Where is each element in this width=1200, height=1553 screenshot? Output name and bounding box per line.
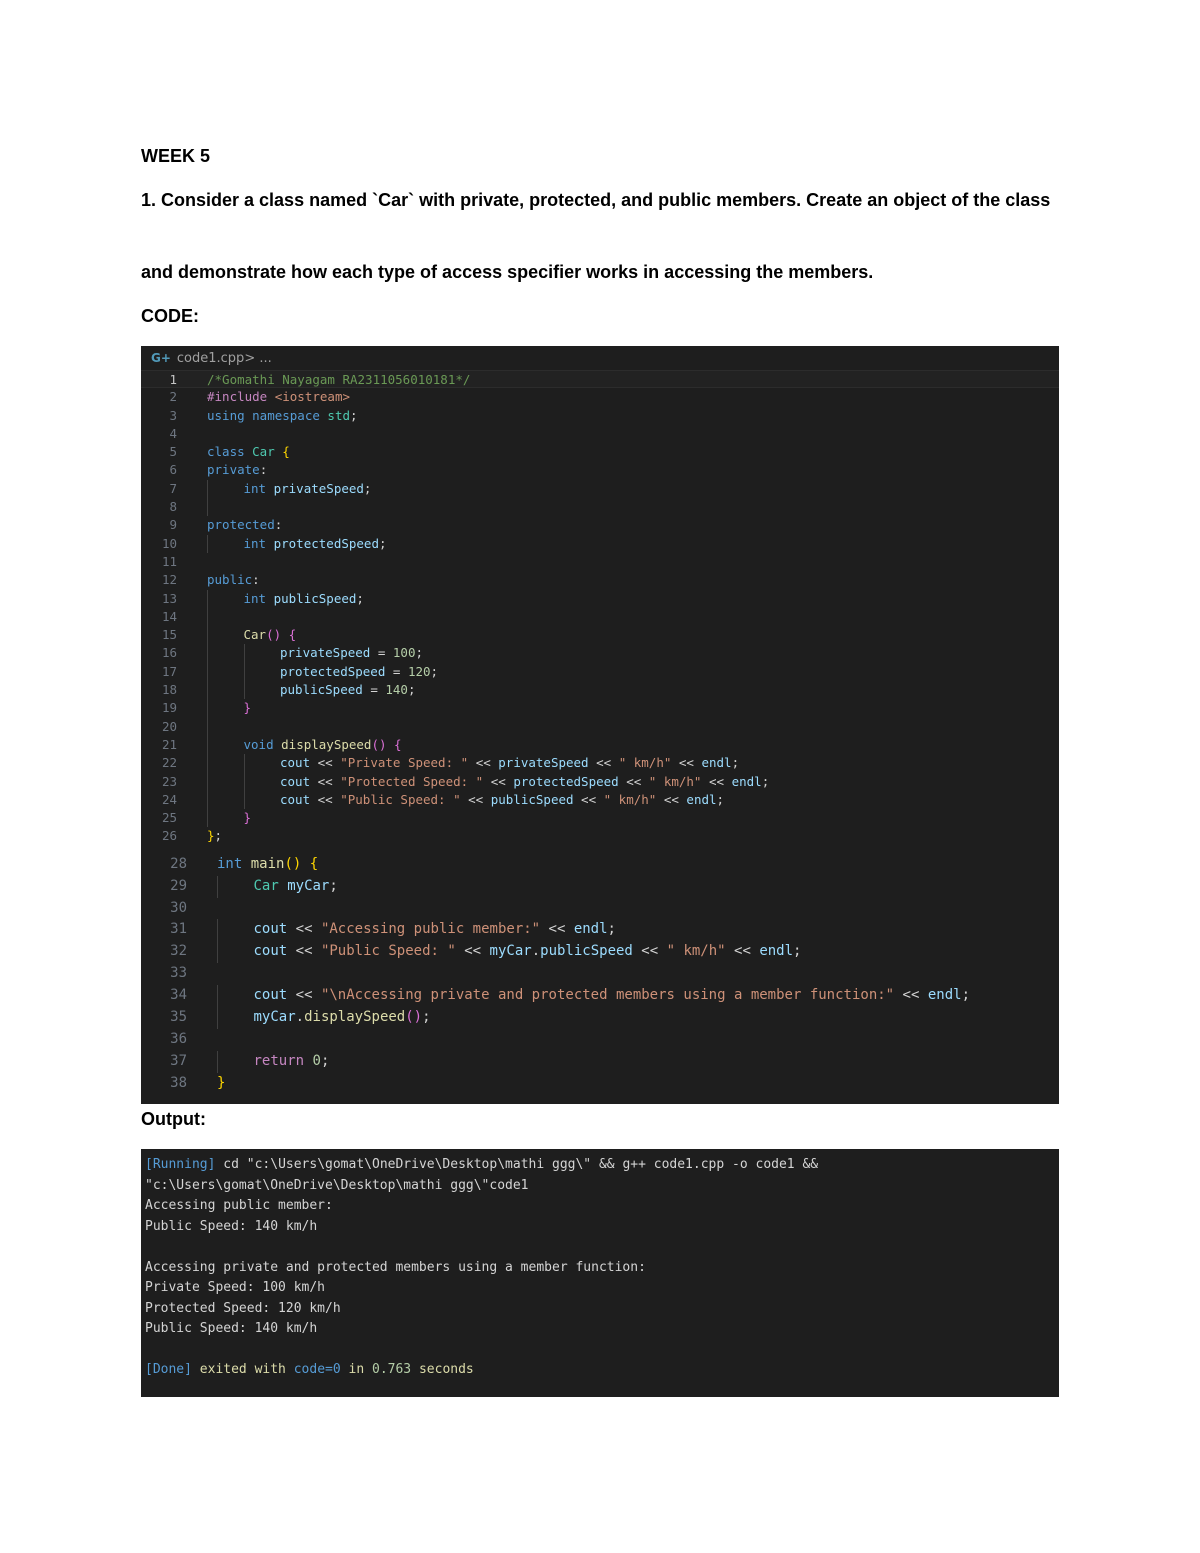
line-number: 20: [161, 718, 177, 734]
code-token: <<: [596, 755, 619, 771]
code-token: protectedSpeed: [280, 663, 393, 679]
code-text: [254, 985, 971, 1007]
line-number: 24: [161, 791, 177, 807]
code-token: 0: [312, 1052, 321, 1069]
code-line: [141, 985, 1059, 1007]
code-line: [141, 736, 1059, 754]
code-token: cout: [280, 791, 318, 807]
code-token: <<: [548, 921, 574, 938]
code-token: <<: [581, 791, 604, 807]
line-number: 6: [169, 462, 177, 478]
line-number: 13: [161, 590, 177, 606]
code-line: [141, 941, 1059, 963]
code-token: <<: [490, 773, 514, 789]
line-number: 15: [161, 627, 177, 643]
code-token: :: [274, 517, 283, 533]
code-token: {: [288, 627, 297, 643]
code-token: void: [243, 736, 282, 752]
code-token: =: [377, 645, 393, 661]
indent-guide: [244, 681, 281, 699]
code-text: [244, 535, 387, 553]
code-token: .: [295, 1008, 305, 1025]
code-token: ;: [422, 1008, 431, 1025]
output-line: [145, 1176, 1059, 1197]
code-text: [244, 590, 364, 608]
output-segment: seconds: [411, 1362, 474, 1377]
indent-guide: [207, 590, 244, 608]
code-token: <<: [317, 773, 341, 789]
output-line: [145, 1319, 1059, 1340]
code-token: <iostream>: [274, 389, 350, 405]
output-segment: Accessing private and protected members using a member function:: [145, 1259, 646, 1275]
code-line: [141, 443, 1059, 461]
code-token: myCar: [489, 943, 532, 960]
line-number: 31: [170, 921, 187, 938]
line-number: 19: [161, 700, 177, 716]
output-segment: [Running]: [145, 1157, 216, 1172]
code-token: privateSpeed: [498, 755, 597, 771]
code-text: [244, 480, 372, 498]
code-token: endl: [701, 755, 732, 771]
code-token: }: [207, 828, 215, 844]
code-line: [141, 963, 1059, 985]
output-segment: Public Speed: 140 km/h: [145, 1218, 318, 1234]
code-token: (): [405, 1008, 423, 1025]
code-token: protectedSpeed: [273, 535, 379, 551]
code-token: "\nAccessing private and protected members using a member function:": [320, 987, 903, 1004]
code-token: using namespace: [207, 407, 328, 423]
line-number: 30: [170, 899, 187, 916]
code-line: [141, 773, 1059, 791]
line-number: 1: [169, 372, 177, 387]
code-token: <<: [317, 755, 341, 771]
code-token: ;: [731, 755, 740, 771]
code-token: ;: [430, 663, 439, 679]
code-block-top: [141, 370, 1059, 846]
code-text: [280, 754, 739, 772]
indent-guide: [217, 941, 254, 963]
indent-guide: [207, 663, 244, 681]
code-token: " km/h": [666, 943, 735, 960]
code-heading: CODE:: [141, 306, 199, 326]
line-number: 38: [170, 1074, 187, 1091]
code-token: <<: [295, 987, 321, 1004]
code-token: ;: [363, 480, 372, 496]
code-text: [207, 461, 267, 479]
code-token: <<: [902, 987, 928, 1004]
code-token: <<: [663, 791, 687, 807]
code-text: [254, 876, 338, 898]
output-line: [145, 1278, 1059, 1299]
code-line: [141, 718, 1059, 736]
code-token: Car: [252, 444, 283, 460]
output-segment: Private Speed: 100 km/h: [145, 1280, 326, 1295]
code-line: [141, 1073, 1059, 1095]
code-line: [141, 407, 1059, 425]
code-token: "Public Speed: ": [320, 943, 465, 960]
code-line: [141, 608, 1059, 626]
line-number: 28: [170, 855, 187, 872]
output-line: [145, 1196, 1059, 1217]
code-token: publicSpeed: [490, 791, 582, 807]
line-number: 12: [161, 572, 177, 588]
code-token: (): [266, 627, 289, 643]
breadcrumb-rest: > ...: [244, 350, 272, 366]
code-text: [207, 407, 358, 425]
code-token: ;: [761, 773, 770, 789]
code-token: privateSpeed: [280, 645, 378, 661]
line-number: 37: [170, 1052, 187, 1069]
line-number: 2: [169, 389, 177, 405]
code-line: [141, 480, 1059, 498]
question-text-line-2: and demonstrate how each type of access specifier works in accessing the members.: [141, 262, 874, 282]
code-token: return: [253, 1052, 313, 1069]
code-text: [244, 809, 252, 827]
indent-guide: [207, 644, 244, 662]
code-token: cout: [280, 755, 318, 771]
code-text: [244, 699, 252, 717]
output-line: [145, 1360, 1059, 1381]
code-token: "Public Speed: ": [340, 791, 469, 807]
indent-guide: [207, 754, 244, 772]
output-line: [145, 1340, 1059, 1361]
code-token: <<: [678, 755, 702, 771]
code-line: [141, 919, 1059, 941]
code-line: [141, 854, 1059, 876]
code-token: publicSpeed: [280, 682, 371, 698]
output-segment: 0.763: [372, 1362, 412, 1377]
code-token: <<: [464, 943, 490, 960]
code-token: ;: [607, 921, 616, 938]
code-token: "Private Speed: ": [340, 755, 476, 771]
code-token: cout: [280, 773, 318, 789]
code-token: myCar: [253, 1008, 296, 1025]
code-token: ;: [350, 407, 358, 423]
output-heading: Output:: [141, 1109, 206, 1129]
code-text: [254, 941, 802, 963]
code-token: 140: [385, 682, 408, 698]
code-token: std: [327, 407, 350, 423]
code-line: [141, 370, 1059, 388]
code-token: endl: [731, 773, 762, 789]
indent-guide: [244, 663, 281, 681]
indent-guide: [217, 919, 254, 941]
code-line: [141, 827, 1059, 845]
indent-guide: [217, 985, 254, 1007]
code-text: [254, 1051, 330, 1073]
code-token: protectedSpeed: [513, 773, 627, 789]
indent-guide: [207, 736, 244, 754]
output-segment: cd "c:\Users\gomat\OneDrive\Desktop\mathi ggg\" && g++ code1.cpp -o code1 &&: [215, 1157, 819, 1172]
code-line: [141, 553, 1059, 571]
code-token: displaySpeed: [281, 736, 372, 752]
line-number: 26: [161, 828, 177, 844]
code-token: }: [243, 810, 252, 826]
code-token: <<: [295, 943, 321, 960]
code-line: [141, 809, 1059, 827]
code-token: Car: [253, 877, 288, 894]
code-token: endl: [759, 943, 794, 960]
code-token: ;: [716, 791, 725, 807]
code-token: publicSpeed: [540, 943, 642, 960]
code-line: [141, 571, 1059, 589]
code-line: [141, 754, 1059, 772]
output-line: [145, 1299, 1059, 1320]
output-segment: Protected Speed: 120 km/h: [145, 1300, 341, 1316]
output-segment: Accessing public member:: [145, 1198, 333, 1213]
code-text: [244, 626, 297, 644]
code-line: [141, 1051, 1059, 1073]
code-token: <<: [468, 791, 491, 807]
line-number: 33: [170, 965, 187, 982]
line-number: 35: [170, 1008, 187, 1025]
output-segment: code=0: [293, 1362, 341, 1377]
line-number: 16: [161, 645, 177, 661]
code-line: [141, 898, 1059, 920]
cpp-file-icon: G+: [151, 351, 171, 365]
line-number: 5: [169, 444, 177, 460]
output-line: [145, 1258, 1059, 1279]
code-token: <<: [317, 791, 341, 807]
code-line: [141, 388, 1059, 406]
code-token: "Protected Speed: ": [340, 773, 491, 789]
code-line: [141, 461, 1059, 479]
code-token: ;: [793, 943, 802, 960]
code-token: main: [250, 855, 285, 872]
indent-guide: [207, 626, 244, 644]
line-number: 22: [161, 755, 177, 771]
code-token: () {: [371, 736, 402, 752]
output-segment: exited with: [191, 1362, 294, 1377]
line-number: 4: [169, 425, 177, 441]
code-token: ;: [329, 877, 338, 894]
indent-guide: [244, 644, 281, 662]
line-number: 21: [161, 736, 177, 752]
indent-guide: [244, 754, 281, 772]
output-segment: in: [340, 1362, 372, 1377]
code-text: [280, 663, 438, 681]
code-token: .: [531, 943, 541, 960]
code-token: endl: [686, 791, 717, 807]
indent-guide: [244, 773, 281, 791]
indent-guide: [244, 791, 281, 809]
code-token: ;: [961, 987, 970, 1004]
code-token: ;: [415, 645, 424, 661]
code-line: [141, 699, 1059, 717]
code-token: <<: [709, 773, 732, 789]
indent-guide: [207, 809, 244, 827]
code-line: [141, 626, 1059, 644]
code-token: }: [243, 700, 252, 716]
code-line: [141, 663, 1059, 681]
code-token: displaySpeed: [304, 1008, 406, 1025]
output-line: [145, 1217, 1059, 1238]
output-line: [145, 1155, 1059, 1176]
code-token: =: [392, 663, 408, 679]
code-line: [141, 644, 1059, 662]
code-token: int: [217, 855, 251, 872]
code-token: ;: [320, 1052, 330, 1069]
indent-guide: [207, 699, 244, 717]
code-text: [280, 644, 423, 662]
code-token: <<: [626, 773, 649, 789]
code-token: <<: [475, 755, 499, 771]
indent-guide: [207, 773, 244, 791]
line-number: 17: [161, 663, 177, 679]
line-number: 14: [161, 608, 177, 624]
code-text: [244, 736, 402, 754]
code-line: [141, 590, 1059, 608]
code-line: [141, 425, 1059, 443]
indent-guide: [207, 535, 244, 553]
code-text: [207, 571, 260, 589]
indent-guide: [217, 1007, 254, 1029]
indent-guide: [217, 876, 254, 898]
code-line: [141, 681, 1059, 699]
code-token: endl: [927, 987, 962, 1004]
code-line: [141, 791, 1059, 809]
output-line: [145, 1237, 1059, 1258]
code-token: myCar: [287, 877, 330, 894]
code-token: class: [207, 444, 253, 460]
code-token: "Accessing public member:": [320, 921, 549, 938]
code-token: {: [282, 444, 290, 460]
line-number: 32: [170, 943, 187, 960]
code-token: ;: [356, 590, 364, 606]
code-token: =: [370, 682, 386, 698]
code-text: [207, 371, 470, 387]
code-token: cout: [253, 987, 296, 1004]
output-segment: "c:\Users\gomat\OneDrive\Desktop\mathi ggg\"code1: [145, 1177, 529, 1193]
code-line: [141, 1029, 1059, 1051]
line-number: 29: [170, 877, 187, 894]
code-token: <<: [734, 943, 760, 960]
code-text: [254, 919, 616, 941]
code-token: /*Gomathi Nayagam RA2311056010181*/: [207, 372, 471, 387]
code-block-main: [141, 854, 1059, 1095]
code-token: publicSpeed: [273, 590, 357, 606]
indent-guide: [217, 1051, 254, 1073]
code-token: () {: [284, 855, 319, 872]
code-text: [280, 681, 415, 699]
code-line: [141, 876, 1059, 898]
question-text-line-1: 1. Consider a class named `Car` with private, protected, and public members. Create an object of the class: [141, 190, 1051, 210]
output-terminal: [141, 1149, 1059, 1397]
code-token: :: [259, 462, 268, 478]
line-number: 11: [161, 553, 177, 569]
code-token: privateSpeed: [273, 480, 364, 496]
code-token: " km/h": [618, 755, 679, 771]
code-token: <<: [295, 921, 321, 938]
output-segment: [Done]: [145, 1362, 192, 1377]
week-title: WEEK 5: [141, 146, 211, 166]
code-token: protected: [207, 517, 275, 533]
code-text: [207, 516, 282, 534]
code-token: cout: [253, 943, 296, 960]
code-token: ;: [378, 535, 387, 551]
line-number: 9: [169, 517, 177, 533]
code-token: 100: [392, 645, 416, 661]
code-editor-screenshot: [141, 346, 1059, 1104]
code-line: [141, 535, 1059, 553]
code-text: [207, 443, 290, 461]
code-token: int: [243, 480, 274, 496]
code-token: ;: [214, 828, 223, 844]
code-token: 120: [407, 663, 431, 679]
line-number: 18: [161, 682, 177, 698]
code-line: [141, 516, 1059, 534]
output-segment: Public Speed: 140 km/h: [145, 1321, 318, 1336]
code-token: Car: [243, 627, 267, 643]
line-number: 10: [161, 535, 177, 551]
code-text: [217, 1073, 225, 1095]
code-token: public: [207, 572, 253, 588]
code-token: int: [243, 590, 274, 606]
code-text: [280, 773, 769, 791]
code-line: [141, 1007, 1059, 1029]
code-text: [217, 854, 318, 876]
code-token: " km/h": [648, 773, 709, 789]
code-text: [207, 827, 222, 845]
code-token: private: [207, 462, 260, 478]
code-token: #include: [207, 389, 275, 405]
line-number: 23: [161, 773, 177, 789]
code-token: <<: [641, 943, 667, 960]
code-token: cout: [253, 921, 296, 938]
code-token: }: [217, 1074, 226, 1091]
code-token: :: [252, 572, 260, 588]
line-number: 7: [169, 480, 177, 496]
code-token: " km/h": [603, 791, 664, 807]
code-text: [254, 1007, 431, 1029]
indent-guide: [207, 498, 244, 516]
indent-guide: [207, 608, 244, 626]
code-token: ;: [407, 682, 416, 698]
indent-guide: [207, 718, 244, 736]
indent-guide: [207, 791, 244, 809]
line-number: 3: [169, 407, 177, 423]
editor-breadcrumb: [141, 346, 1059, 370]
line-number: 34: [170, 987, 187, 1004]
indent-guide: [207, 681, 244, 699]
line-number: 36: [170, 1030, 187, 1047]
line-number: 8: [169, 499, 177, 515]
code-line: [141, 498, 1059, 516]
code-token: int: [243, 535, 274, 551]
code-text: [280, 791, 724, 809]
indent-guide: [207, 480, 244, 498]
code-text: [207, 388, 350, 406]
line-number: 25: [161, 810, 177, 826]
code-token: endl: [573, 921, 608, 938]
breadcrumb-file: code1.cpp: [176, 350, 245, 366]
